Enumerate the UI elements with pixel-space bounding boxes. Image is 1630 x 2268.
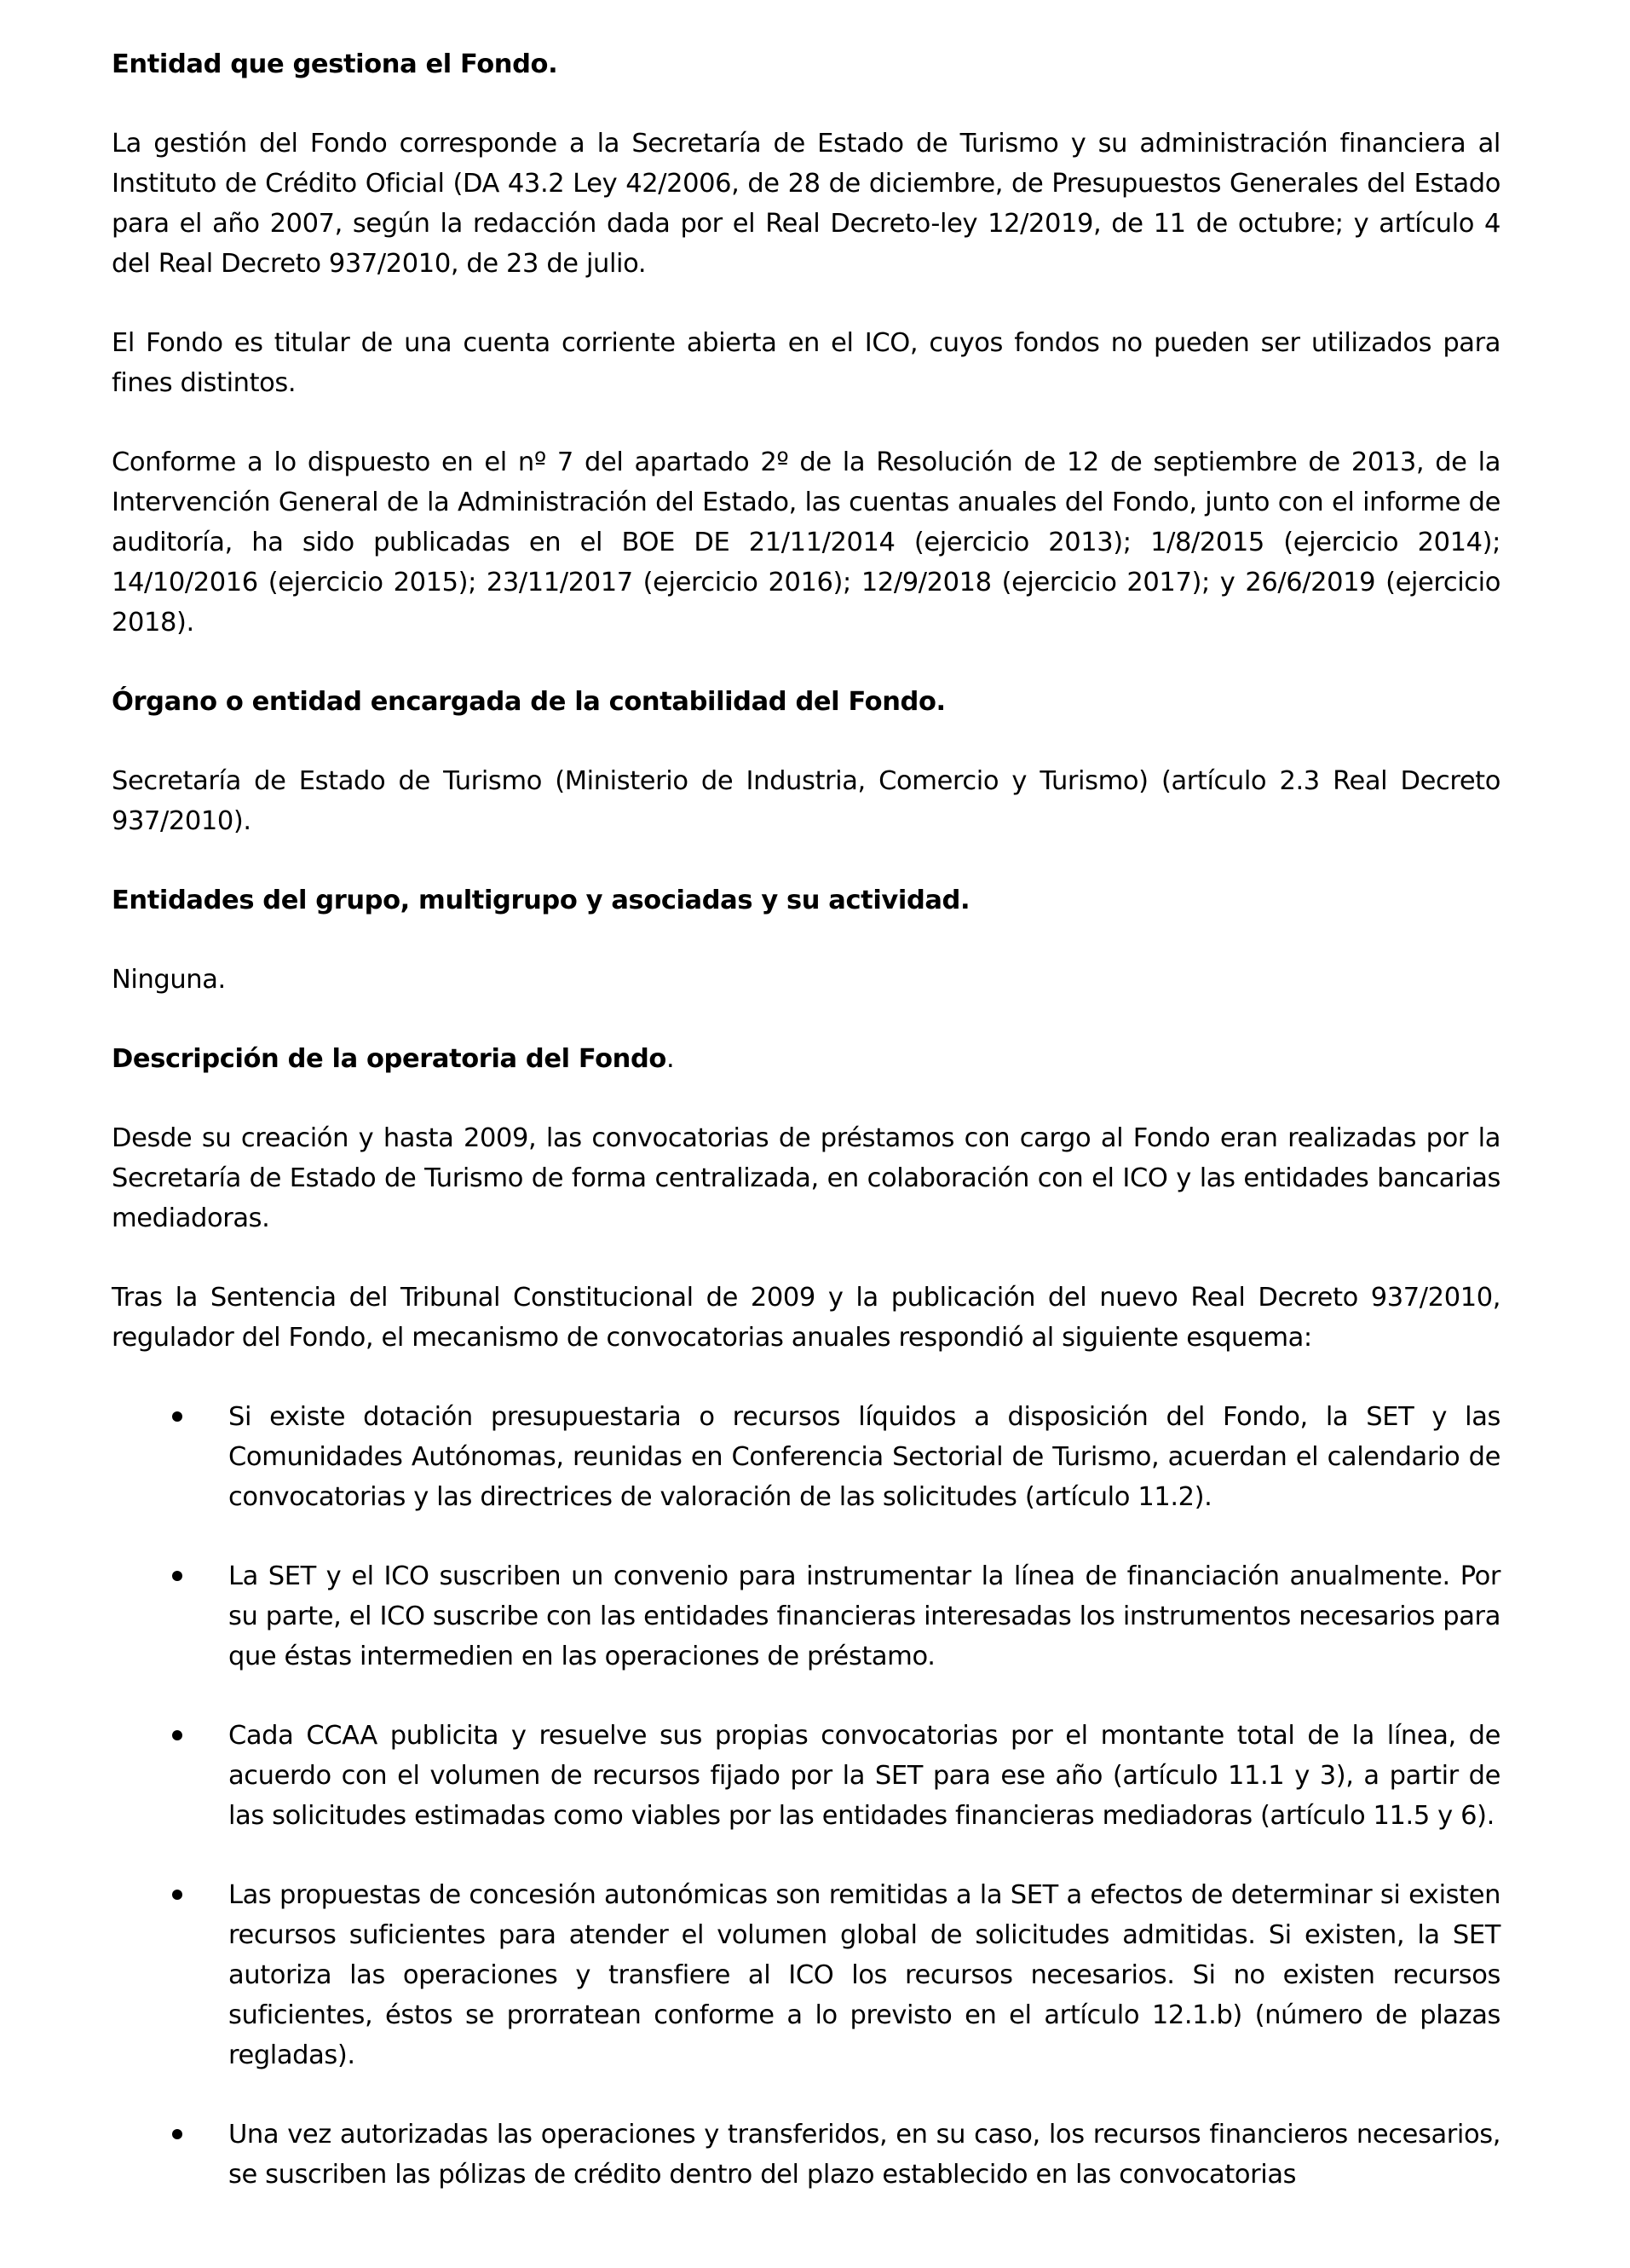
bullet-icon: [172, 1890, 182, 1900]
paragraph-sentencia-tc: Tras la Sentencia del Tribunal Constitucional de 2009 y la publicación del nuevo Real Decreto 937/2010, regulador del Fondo, el mecanismo de convocatorias anuales respondió al siguiente esquema:: [112, 1283, 1500, 1353]
heading-operatoria-text: Descripción de la operatoria del Fondo: [112, 1044, 666, 1074]
heading-operatoria-period: .: [665, 1044, 675, 1074]
bullet-text: La SET y el ICO suscriben un convenio para instrumentar la línea de financiación anualmente. Por su parte, el ICO suscribe con las entidades financieras interesadas los instrumentos necesarios para que éstas intermedien en las operaciones de préstamo.: [228, 1561, 1500, 1671]
bullet-list-esquema: [112, 1397, 1500, 2195]
heading-organo-contabilidad: Órgano o entidad encargada de la contabilidad del Fondo.: [112, 687, 946, 717]
list-item: [112, 2115, 1500, 2195]
spacer: [112, 1836, 1500, 1875]
bullet-text: Las propuestas de concesión autonómicas son remitidas a la SET a efectos de determinar si existen recursos suficientes para atender el volumen global de solicitudes admitidas. Si existen, la SET autoriza las operaciones y transfiere al ICO los recursos necesarios. Si no existen recursos suficientes, éstos se prorratean conforme a lo previsto en el artículo 12.1.b) (número de plazas regladas).: [228, 1880, 1500, 2070]
spacer: [112, 1676, 1500, 1716]
paragraph-cuenta-corriente: El Fondo es titular de una cuenta corriente abierta en el ICO, cuyos fondos no pueden ser utilizados para fines distintos.: [112, 328, 1500, 398]
bullet-icon: [172, 2129, 182, 2139]
paragraph-cuentas-anuales: Conforme a lo dispuesto en el nº 7 del apartado 2º de la Resolución de 12 de septiembre de 2013, de la Intervención General de la Administración del Estado, las cuentas anuales del Fondo, junto con el informe de auditoría, ha sido publicadas en el BOE DE 21/11/2014 (ejercicio 2013); 1/8/2015 (ejercicio 2014); 14/10/2016 (ejercicio 2015); 23/11/2017 (ejercicio 2016); 12/9/2018 (ejercicio 2017); y 26/6/2019 (ejercicio 2018).: [112, 447, 1500, 638]
list-item: [112, 1556, 1500, 1676]
list-item: [112, 1397, 1500, 1517]
spacer: [112, 1517, 1500, 1556]
bullet-text: Cada CCAA publicita y resuelve sus propias convocatorias por el montante total de la línea, de acuerdo con el volumen de recursos fijado por la SET para ese año (artículo 11.1 y 3), a partir de las solicitudes estimadas como viables por las entidades financieras mediadoras (artículo 11.5 y 6).: [228, 1721, 1500, 1831]
bullet-icon: [172, 1571, 182, 1581]
heading-operatoria: [112, 1039, 1500, 1079]
paragraph-secretaria-turismo: Secretaría de Estado de Turismo (Ministerio de Industria, Comercio y Turismo) (artículo 2.3 Real Decreto 937/2010).: [112, 766, 1500, 836]
spacer: [112, 2075, 1500, 2115]
list-item: [112, 1716, 1500, 1836]
list-item: [112, 1875, 1500, 2075]
paragraph-creacion-2009: Desde su creación y hasta 2009, las convocatorias de préstamos con cargo al Fondo eran realizadas por la Secretaría de Estado de Turismo de forma centralizada, en colaboración con el ICO y las entidades bancarias mediadoras.: [112, 1123, 1500, 1233]
bullet-text: Una vez autorizadas las operaciones y transferidos, en su caso, los recursos financieros necesarios, se suscriben las pólizas de crédito dentro del plazo establecido en las convocatorias: [228, 2120, 1500, 2190]
heading-entidad-gestora: Entidad que gestiona el Fondo.: [112, 49, 558, 79]
paragraph-ninguna: Ninguna.: [112, 965, 226, 995]
bullet-icon: [172, 1730, 182, 1740]
bullet-text: Si existe dotación presupuestaria o recursos líquidos a disposición del Fondo, la SET y las Comunidades Autónomas, reunidas en Conferencia Sectorial de Turismo, acuerdan el calendario de convocatorias y las directrices de valoración de las solicitudes (artículo 11.2).: [228, 1402, 1500, 1512]
document-page: [112, 44, 1500, 2195]
paragraph-gestion-fondo: La gestión del Fondo corresponde a la Secretaría de Estado de Turismo y su administración financiera al Instituto de Crédito Oficial (DA 43.2 Ley 42/2006, de 28 de diciembre, de Presupuestos Generales del Estado para el año 2007, según la redacción dada por el Real Decreto-ley 12/2019, de 11 de octubre; y artículo 4 del Real Decreto 937/2010, de 23 de julio.: [112, 129, 1500, 279]
heading-entidades-grupo: Entidades del grupo, multigrupo y asociadas y su actividad.: [112, 886, 971, 915]
bullet-icon: [172, 1411, 182, 1422]
